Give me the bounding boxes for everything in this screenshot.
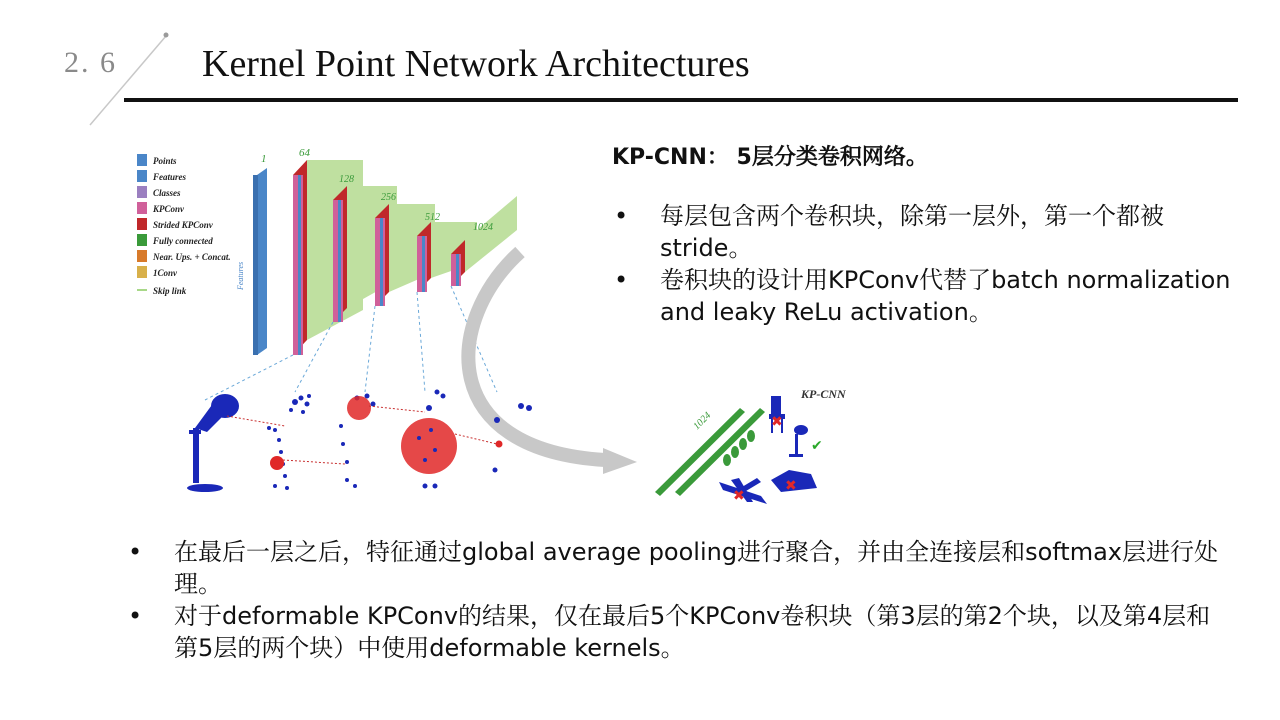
lamp-result bbox=[789, 425, 823, 457]
legend-item bbox=[137, 286, 187, 296]
airplane-result bbox=[719, 478, 767, 504]
bullet-marker: • bbox=[128, 602, 143, 630]
list-item bbox=[128, 600, 1228, 664]
kernel-sphere-medium bbox=[347, 396, 371, 420]
svg-text:128: 128 bbox=[339, 174, 354, 185]
svg-text:1024: 1024 bbox=[473, 222, 493, 233]
legend-item bbox=[137, 154, 177, 166]
bottom-bullet-list bbox=[128, 536, 1228, 664]
kernel-sphere-small bbox=[270, 456, 284, 470]
svg-text:✖: ✖ bbox=[771, 414, 783, 430]
svg-text:256: 256 bbox=[381, 192, 396, 203]
bullet-text: 对于deformable KPConv的结果，仅在最后5个KPConv卷积块（第3层的第2个块，以及第4层和第5层的两个块）中使用deformable kernels。 bbox=[174, 602, 1211, 662]
legend-item bbox=[137, 250, 231, 262]
slide-title: Kernel Point Network Architectures bbox=[202, 43, 750, 85]
svg-text:1: 1 bbox=[261, 153, 267, 165]
kernel-sphere-large bbox=[401, 418, 457, 474]
legend-item bbox=[137, 234, 213, 246]
svg-text:✖: ✖ bbox=[785, 478, 797, 494]
svg-text:Near. Ups. + Concat.: Near. Ups. + Concat. bbox=[153, 252, 231, 262]
legend-item bbox=[137, 170, 187, 182]
svg-text:64: 64 bbox=[299, 147, 310, 159]
svg-text:Fully connected: Fully connected bbox=[153, 236, 213, 246]
svg-text:512: 512 bbox=[425, 212, 440, 223]
svg-text:1Conv: 1Conv bbox=[153, 268, 178, 278]
svg-text:KPConv: KPConv bbox=[153, 204, 185, 214]
chair-result bbox=[769, 396, 785, 433]
svg-text:Classes: Classes bbox=[153, 188, 181, 198]
svg-text:Features: Features bbox=[153, 172, 187, 182]
bullet-marker: • bbox=[614, 266, 629, 294]
bullet-marker: • bbox=[128, 538, 143, 566]
list-item bbox=[614, 200, 1234, 264]
classification-results bbox=[719, 387, 847, 504]
bullet-text: 在最后一层之后，特征通过global average pooling进行聚合，并由全连接层和softmax层进行处理。 bbox=[174, 538, 1218, 598]
bullet-text: 每层包含两个卷积块，除第一层外，第一个都被stride。 bbox=[660, 202, 1164, 262]
svg-text:KP-CNN: KP-CNN bbox=[801, 387, 846, 401]
list-item bbox=[614, 264, 1234, 328]
arrow-head bbox=[603, 448, 637, 474]
car-result bbox=[771, 470, 817, 494]
svg-text:Points: Points bbox=[153, 156, 177, 166]
svg-text:Features: Features bbox=[236, 261, 245, 290]
kp-cnn-heading: KP-CNN： 5层分类卷积网络。 bbox=[612, 145, 928, 170]
title-underline bbox=[124, 98, 1238, 102]
legend-item bbox=[137, 266, 178, 278]
bullet-text: 卷积块的设计用KPConv代替了batch normalization and leaky ReLu activation。 bbox=[660, 266, 1231, 326]
layer-1-block bbox=[236, 153, 267, 355]
legend-item bbox=[137, 202, 185, 214]
svg-text:✖: ✖ bbox=[733, 488, 745, 504]
legend bbox=[137, 154, 231, 296]
curved-arrow bbox=[468, 252, 605, 460]
svg-text:Skip link: Skip link bbox=[153, 286, 187, 296]
svg-text:✔: ✔ bbox=[811, 438, 823, 454]
section-number: 2. 6 bbox=[64, 46, 117, 79]
bullet-marker: • bbox=[614, 202, 629, 230]
svg-text:Strided KPConv: Strided KPConv bbox=[153, 220, 213, 230]
list-item bbox=[128, 536, 1228, 600]
fully-connected-layers bbox=[655, 408, 765, 496]
svg-text:1024: 1024 bbox=[691, 410, 714, 433]
right-bullet-list bbox=[614, 200, 1234, 328]
legend-item bbox=[137, 186, 181, 198]
legend-item bbox=[137, 218, 214, 230]
